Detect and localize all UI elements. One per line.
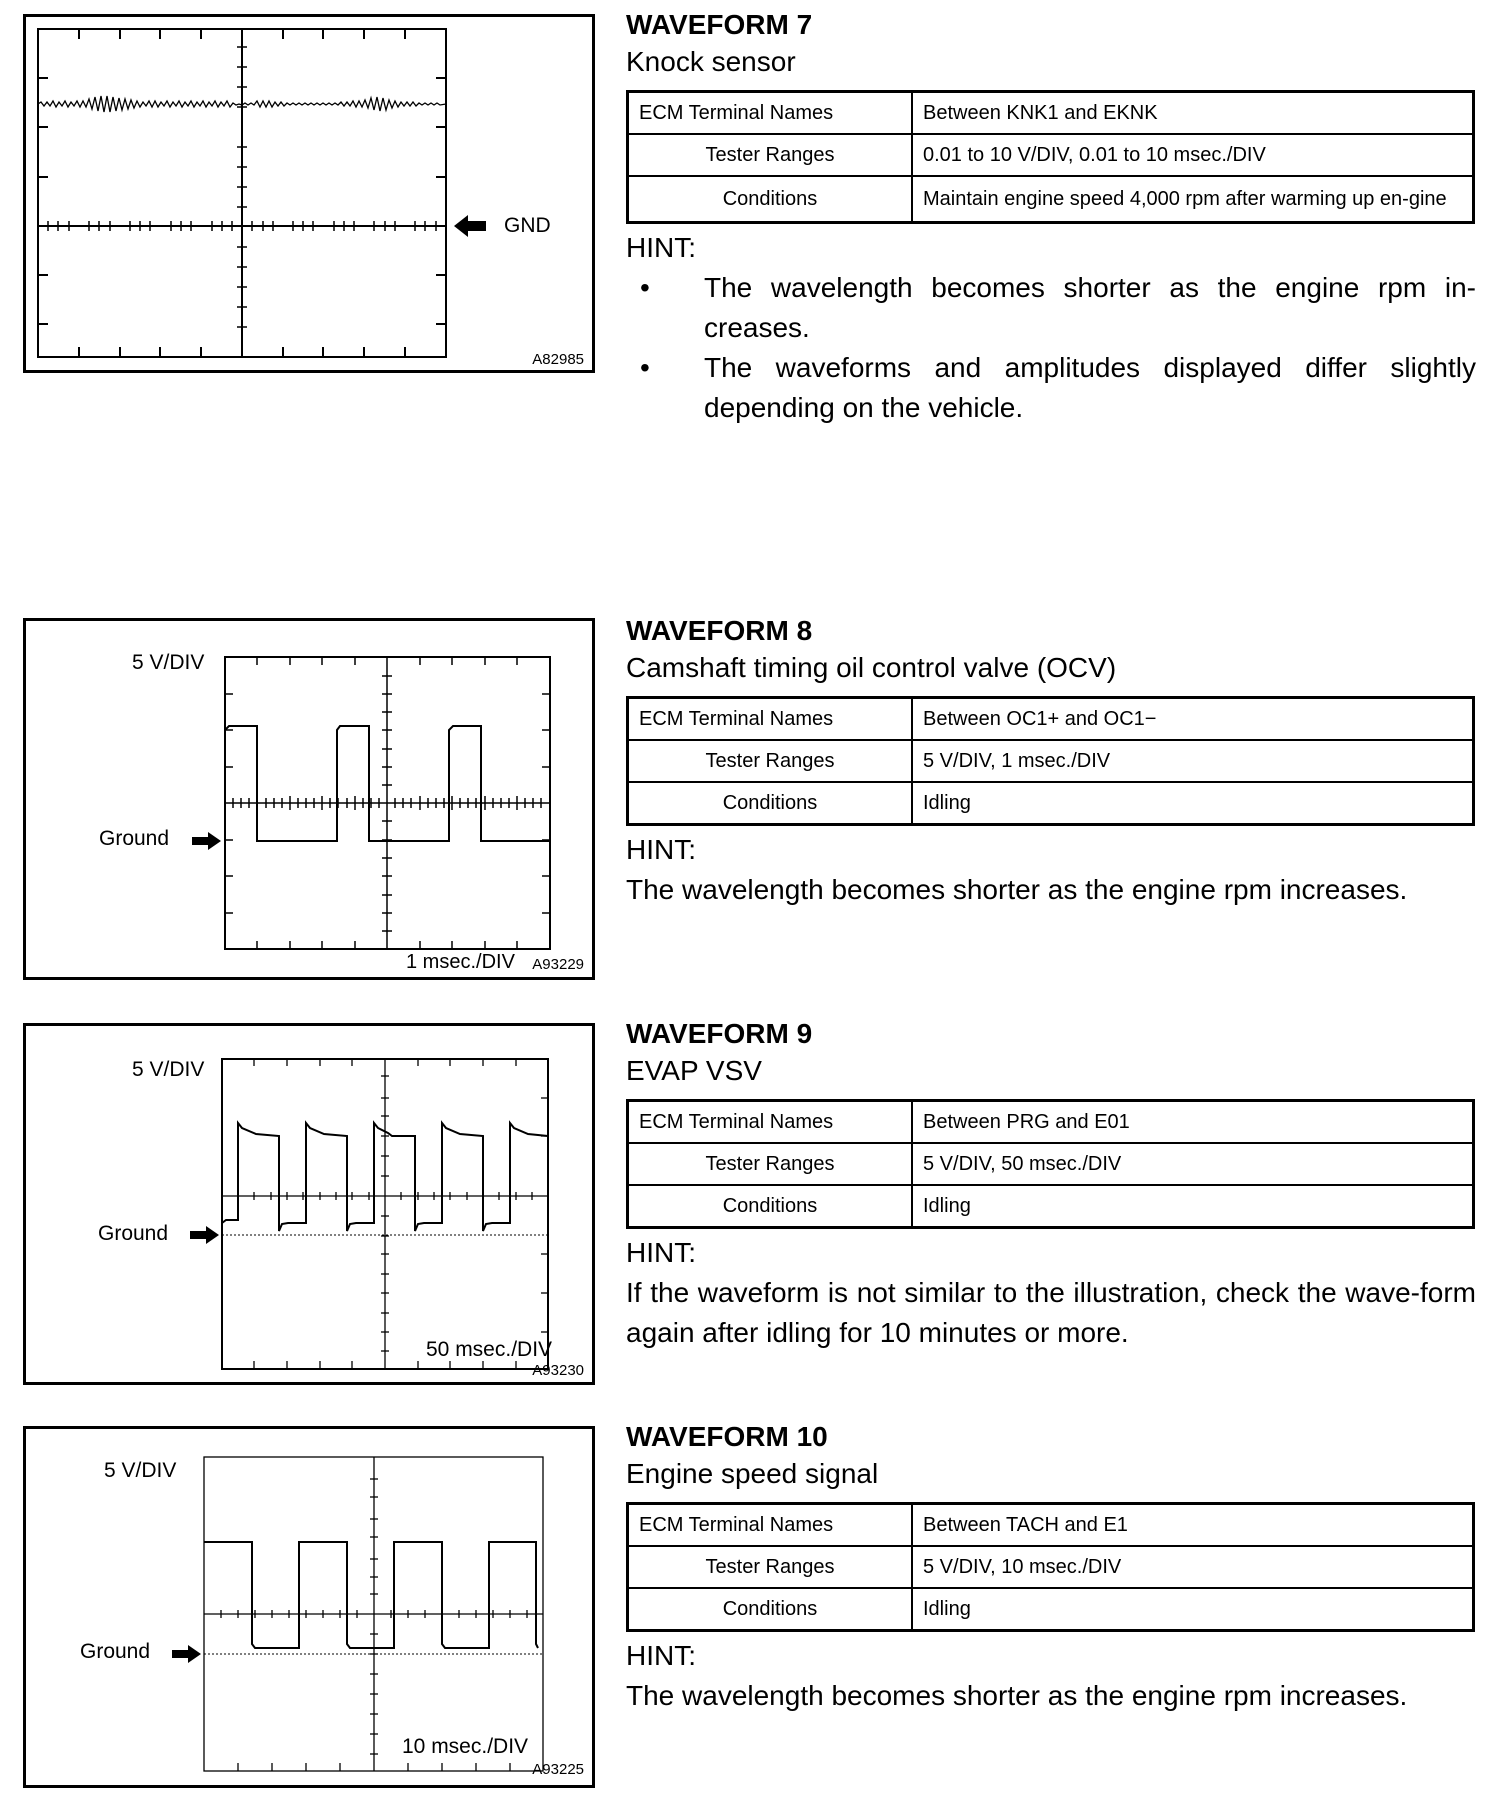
spec-table [626, 90, 1475, 224]
engine-speed-trace [204, 1542, 538, 1648]
waveform-9-section [626, 1017, 1476, 1353]
hint-label: HINT: [626, 232, 696, 263]
section-subtitle: Knock sensor [626, 46, 796, 77]
ground-label: GND [504, 214, 551, 237]
figure-id: A93229 [532, 956, 584, 973]
ground-label: Ground [80, 1640, 151, 1663]
waveform-10-section [626, 1420, 1476, 1716]
table-row [628, 782, 1474, 825]
row-key: ECM Terminal Names [628, 92, 913, 135]
row-value: Between TACH and E1 [912, 1504, 1474, 1547]
hint-text: If the waveform is not similar to the illustration, check the wave-form again after idling for 10 minutes or more. [626, 1277, 1476, 1348]
waveform-9-figure [23, 1023, 595, 1385]
figure-id: A82985 [532, 351, 584, 368]
spec-table [626, 1502, 1475, 1632]
hint-label: HINT: [626, 834, 696, 865]
row-key: ECM Terminal Names [628, 1101, 913, 1144]
list-item [626, 268, 1476, 348]
volt-div-label: 5 V/DIV [132, 651, 205, 674]
row-key: Conditions [628, 1588, 913, 1631]
hint-text: The wavelength becomes shorter as the engine rpm increases. [626, 1680, 1408, 1711]
row-value: 0.01 to 10 V/DIV, 0.01 to 10 msec./DIV [912, 134, 1474, 176]
table-row [628, 1504, 1474, 1547]
row-key: ECM Terminal Names [628, 698, 913, 741]
row-key: Tester Ranges [628, 134, 913, 176]
spec-table [626, 696, 1475, 826]
row-value: 5 V/DIV, 10 msec./DIV [912, 1546, 1474, 1588]
row-key: Conditions [628, 782, 913, 825]
waveform-10-figure [23, 1426, 595, 1788]
oscilloscope-grid-9 [26, 1026, 592, 1382]
section-title: WAVEFORM 8 [626, 615, 813, 646]
table-row [628, 134, 1474, 176]
section-title: WAVEFORM 10 [626, 1421, 828, 1452]
table-row [628, 1143, 1474, 1185]
bullet-icon: • [640, 352, 650, 383]
row-value: 5 V/DIV, 50 msec./DIV [912, 1143, 1474, 1185]
table-row [628, 740, 1474, 782]
list-item [626, 348, 1476, 428]
ground-label: Ground [99, 827, 170, 850]
row-value: Idling [912, 782, 1474, 825]
section-subtitle: EVAP VSV [626, 1055, 762, 1086]
time-div-label: 1 msec./DIV [406, 951, 515, 973]
ground-label: Ground [98, 1222, 169, 1245]
oscilloscope-grid-8 [26, 621, 592, 977]
table-row [628, 698, 1474, 741]
figure-id: A93225 [532, 1761, 584, 1778]
hint-text: The waveforms and amplitudes displayed differ slightly depending on the vehicle. [704, 352, 1476, 423]
waveform-8-figure [23, 618, 595, 980]
row-key: Conditions [628, 1185, 913, 1228]
section-title: WAVEFORM 7 [626, 9, 813, 40]
hint-text: The wavelength becomes shorter as the engine rpm increases. [626, 874, 1408, 905]
row-key: Tester Ranges [628, 1143, 913, 1185]
ground-arrow-icon [192, 832, 221, 850]
section-title: WAVEFORM 9 [626, 1018, 813, 1049]
section-subtitle: Engine speed signal [626, 1458, 879, 1489]
waveform-8-section [626, 614, 1476, 910]
hint-label: HINT: [626, 1237, 696, 1268]
row-value: Maintain engine speed 4,000 rpm after warming up en-gine [912, 176, 1474, 223]
figure-id: A93230 [532, 1362, 584, 1379]
ground-arrow-icon [172, 1645, 201, 1663]
row-key: Conditions [628, 176, 913, 223]
gnd-arrow-icon [454, 215, 486, 237]
waveform-7-figure [23, 14, 595, 373]
volt-div-label: 5 V/DIV [104, 1459, 177, 1482]
table-row [628, 92, 1474, 135]
row-value: Between KNK1 and EKNK [912, 92, 1474, 135]
oscilloscope-grid-7 [26, 17, 592, 370]
time-div-label: 50 msec./DIV [426, 1338, 553, 1361]
row-value: Idling [912, 1185, 1474, 1228]
table-row [628, 1546, 1474, 1588]
table-row [628, 176, 1474, 223]
row-value: 5 V/DIV, 1 msec./DIV [912, 740, 1474, 782]
hint-text: The wavelength becomes shorter as the engine rpm in-creases. [704, 272, 1476, 343]
spec-table [626, 1099, 1475, 1229]
hint-label: HINT: [626, 1640, 696, 1671]
time-div-label: 10 msec./DIV [402, 1735, 529, 1758]
bullet-icon: • [640, 272, 650, 303]
table-row [628, 1101, 1474, 1144]
row-value: Between OC1+ and OC1− [912, 698, 1474, 741]
row-value: Idling [912, 1588, 1474, 1631]
row-key: Tester Ranges [628, 740, 913, 782]
table-row [628, 1588, 1474, 1631]
section-subtitle: Camshaft timing oil control valve (OCV) [626, 652, 1117, 683]
row-key: ECM Terminal Names [628, 1504, 913, 1547]
hint-list [626, 268, 1476, 428]
ground-arrow-icon [190, 1226, 219, 1244]
waveform-7-section [626, 8, 1476, 428]
row-key: Tester Ranges [628, 1546, 913, 1588]
table-row [628, 1185, 1474, 1228]
volt-div-label: 5 V/DIV [132, 1058, 205, 1081]
row-value: Between PRG and E01 [912, 1101, 1474, 1144]
